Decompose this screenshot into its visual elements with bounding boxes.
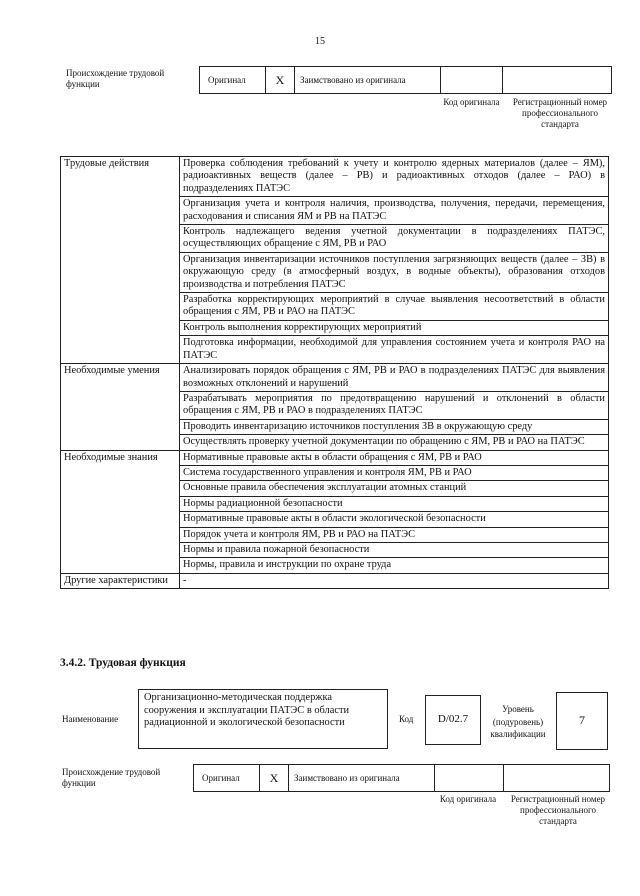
level-box [556, 692, 608, 750]
origin-box [199, 66, 612, 94]
row-item: Контроль надлежащего ведения учетной документации в подразделениях ПАТЭС, осуществляющих обращение с ЯМ, РВ и РАО [180, 225, 609, 253]
level-value: 7 [579, 713, 585, 727]
code-box [425, 695, 481, 745]
row-item: Основные правила обеспечения эксплуатации атомных станций [180, 481, 609, 496]
row-item: Осуществлять проверку учетной документации по обращению с ЯМ, РВ и РАО на ПАТЭС [180, 435, 609, 450]
row-item: Порядок учета и контроля ЯМ, РВ и РАО на ПАТЭС [180, 527, 609, 542]
name-label: Наименование [62, 714, 119, 724]
table-row [61, 364, 609, 392]
code-value: D/02.7 [437, 713, 469, 725]
page-number: 15 [315, 36, 325, 47]
row-label: Трудовые действия [61, 157, 180, 364]
row-item: - [180, 573, 609, 588]
row-item: Нормы радиационной безопасности [180, 496, 609, 511]
row-item: Проводить инвентаризацию источников поступления ЗВ в окружающую среду [180, 419, 609, 434]
original-mark: X [275, 73, 285, 87]
table-row [61, 450, 609, 465]
reg-caption-2: Регистрационный номер профессионального стандарта [510, 794, 606, 826]
code-caption: Код оригинала [443, 97, 500, 107]
row-label: Необходимые знания [61, 450, 180, 573]
code-label: Код [399, 714, 414, 724]
row-label: Необходимые умения [61, 364, 180, 450]
name-value: Организационно-методическая поддержка сооружения и эксплуатации ПАТЭС в области радиационной и экологической безопасности [144, 692, 350, 729]
original-label-2: Оригинал [202, 773, 240, 783]
borrowed-label: Заимствовано из оригинала [300, 75, 406, 85]
origin-box-2 [193, 764, 610, 792]
table-row [61, 157, 609, 197]
origin-label: Происхождение трудовой функции [66, 68, 165, 89]
row-item: Разработка корректирующих мероприятий в случае выявления несоответствий в области обращения с ЯМ, РВ и РАО на ПАТЭС [180, 293, 609, 321]
row-item: Организация учета и контроля наличия, производства, получения, передачи, перемещения, расходования и списания ЯМ и РВ на ПАТЭС [180, 197, 609, 225]
original-label: Оригинал [208, 75, 246, 85]
row-item: Нормативные правовые акты в области обращения с ЯМ, РВ и РАО [180, 450, 609, 465]
original-mark-2: X [269, 771, 279, 785]
code-caption-2: Код оригинала [439, 794, 497, 804]
level-label: Уровень (подуровень) квалификации [490, 704, 546, 739]
table-row [61, 573, 609, 588]
section-title: 3.4.2. Трудовая функция [60, 657, 186, 669]
row-item: Подготовка информации, необходимой для управления состоянием учета и контроля РАО на ПАТЭС [180, 336, 609, 364]
row-item: Нормы и правила пожарной безопасности [180, 542, 609, 557]
row-item: Проверка соблюдения требований к учету и контролю ядерных материалов (далее – ЯМ), радиоактивных веществ (далее – РВ) и радиоактивных отходов (далее – РАО) в подразделениях ПАТЭС [180, 157, 609, 197]
borrowed-label-2: Заимствовано из оригинала [294, 773, 400, 783]
original-code-cell-2 [434, 764, 504, 792]
row-label: Другие характеристики [61, 573, 180, 588]
row-item: Разрабатывать мероприятия по предотвращению нарушений и отклонений в области обращения с ЯМ, РВ и РАО в подразделениях ПАТЭС [180, 391, 609, 419]
original-code-cell [440, 66, 503, 94]
name-box [138, 689, 388, 749]
row-item: Нормы, правила и инструкции по охране труда [180, 558, 609, 573]
functions-table [60, 156, 609, 589]
row-item: Система государственного управления и контроля ЯМ, РВ и РАО [180, 465, 609, 480]
origin-label-2: Происхождение трудовой функции [62, 767, 161, 788]
row-item: Анализировать порядок обращения с ЯМ, РВ и РАО в подразделениях ПАТЭС для выявления возможных отклонений и нарушений [180, 364, 609, 392]
row-item: Контроль выполнения корректирующих мероприятий [180, 320, 609, 335]
row-item: Организация инвентаризации источников поступления загрязняющих веществ (далее – ЗВ) в окружающую среду (в атмосферный воздух, в водные объекты), образования отходов производства и потребления ПАТЭС [180, 252, 609, 292]
row-item: Нормативные правовые акты в области экологической безопасности [180, 512, 609, 527]
reg-caption: Регистрационный номер профессионального стандарта [512, 97, 608, 129]
